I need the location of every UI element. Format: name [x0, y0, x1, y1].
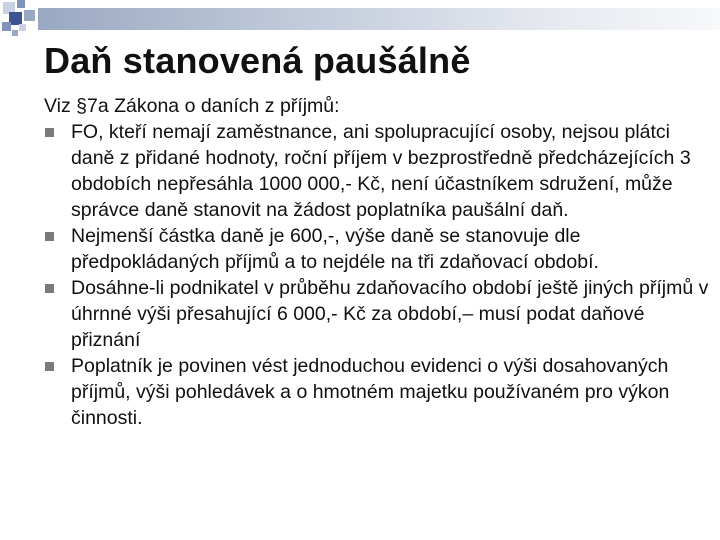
bullet-item — [44, 353, 710, 431]
bullet-text: FO, kteří nemají zaměstnance, ani spolupracující osoby, nejsou plátci daně z přidané hodnoty, roční příjem v bezprostředně předcházejících 3 obdobích nepřesáhla 1000 000,- Kč, není účastníkem sdružení, může správce daně stanovit na žádost poplatníka paušální daň. — [71, 121, 691, 221]
deco-square-2 — [17, 0, 25, 8]
intro-text: Viz §7a Zákona o daních z příjmů: — [44, 95, 340, 117]
title-bar-gradient — [38, 8, 720, 30]
bullet-text: Nejmenší částka daně je 600,-, výše daně se stanovuje dle předpokládaných příjmů a to nejdéle na tři zdaňovací období. — [71, 225, 599, 273]
deco-square-5 — [2, 22, 11, 31]
square-bullet-icon — [45, 128, 54, 137]
square-bullet-icon — [45, 362, 54, 371]
square-bullet-icon — [45, 284, 54, 293]
deco-square-6 — [19, 24, 26, 31]
slide-title: Daň stanovená paušálně — [44, 40, 471, 81]
bullet-text: Poplatník je povinen vést jednoduchou evidenci o výši dosahovaných příjmů, výši pohledávek a o hmotném majetku používaném pro výkon činnosti. — [71, 355, 670, 429]
slide-content — [44, 93, 710, 431]
square-bullet-icon — [45, 232, 54, 241]
bullet-list — [44, 119, 710, 431]
bullet-text: Dosáhne-li podnikatel v průběhu zdaňovacího období ještě jiných příjmů v úhrnné výši přesahující 6 000,- Kč za období,– musí podat daňové přiznání — [71, 277, 709, 351]
deco-square-7 — [12, 30, 18, 36]
bullet-item — [44, 275, 710, 353]
bullet-item — [44, 119, 710, 223]
bullet-item — [44, 223, 710, 275]
deco-square-4 — [24, 10, 35, 21]
